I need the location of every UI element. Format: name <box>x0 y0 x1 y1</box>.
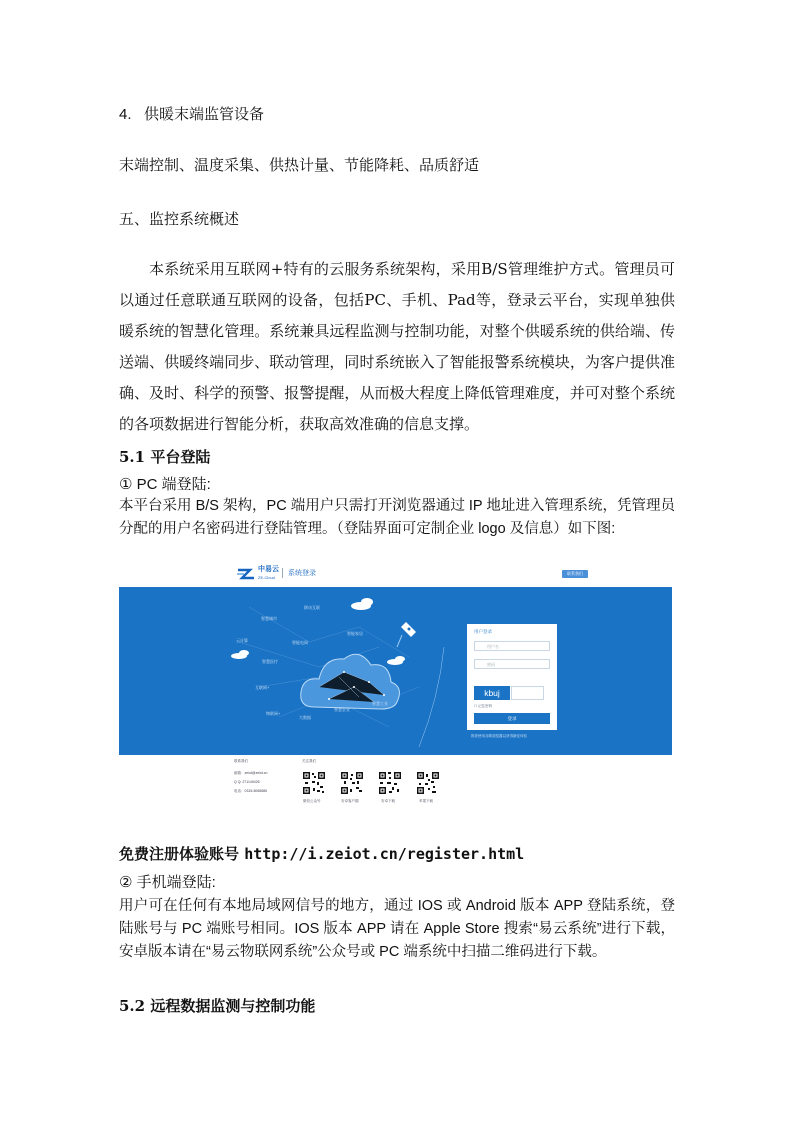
login-screenshot <box>119 563 672 825</box>
heading-4-text: 供暖末端监管设备 <box>144 105 265 123</box>
cloud-word: 云计算 <box>236 638 248 643</box>
system-title: 系统登录 <box>282 568 316 578</box>
login-button[interactable]: 登录 <box>474 713 550 724</box>
login-banner <box>119 587 672 755</box>
cloud-illustration <box>119 587 672 755</box>
qr-code-icon[interactable] <box>302 771 326 795</box>
cloud-word: 移动互联 <box>304 605 320 610</box>
mobile-login-label: ② 手机端登陆: <box>119 874 216 891</box>
footer-phone: 电话：0315-5065686 <box>234 789 268 793</box>
cloud-word: 物联网+ <box>266 711 281 716</box>
features-line: 末端控制、温度采集、供热计量、节能降耗、品质舒适 <box>119 156 480 174</box>
pc-login-paragraph: 本平台采用 B/S 架构，PC 端用户只需打开浏览器通过 IP 地址进入管理系统，凭管理员分配的用户名密码进行登陆管理。（登陆界面可定制企业 logo 及信息）如下图: <box>119 498 675 537</box>
heading-4-number: 4. <box>119 106 132 123</box>
footer-email: 邮箱：zeiot@zeiot.cn <box>234 771 268 775</box>
ze-cloud-logo-icon <box>236 567 256 581</box>
qr-code-icon[interactable] <box>378 771 402 795</box>
qr-caption: 安卓客户端 <box>341 799 359 803</box>
cloud-word: 智慧农业 <box>334 707 350 712</box>
cloud-word: 智能电网 <box>292 640 308 645</box>
cloud-word: 大数据 <box>299 715 311 720</box>
register-label: 免费注册体验账号 <box>119 845 240 863</box>
logo-subtext: ZE-Cloud <box>258 575 275 580</box>
screenshot-topbar <box>119 563 672 587</box>
captcha-input[interactable] <box>511 686 544 700</box>
login-box <box>467 624 557 730</box>
remember-checkbox[interactable]: ☐ 记住密码 <box>474 704 493 708</box>
login-hint: 推荐使用谷歌浏览器以获得最佳体验 <box>471 734 527 738</box>
section-5-title: 五、监控系统概述 <box>119 210 240 228</box>
footer-contact-title: 联系我们 <box>234 759 248 763</box>
qr-code-icon[interactable] <box>340 771 364 795</box>
username-input[interactable]: 用户名 <box>474 641 550 651</box>
qr-code-icon[interactable] <box>416 771 440 795</box>
heading-4 <box>119 103 264 124</box>
cloud-word: 智能家居 <box>347 631 363 636</box>
pc-login-label: ① PC 端登陆: <box>119 476 211 493</box>
qr-caption: 微信公众号 <box>303 799 321 803</box>
qr-caption: 安卓下载 <box>381 799 395 803</box>
logo-text: 中易云 <box>258 566 279 573</box>
cloud-word: 智慧工业 <box>372 701 388 706</box>
footer-qq: Q Q: 271149426 <box>234 780 260 784</box>
section-5-paragraph: 本系统采用互联网+特有的云服务系统架构，采用B/S管理维护方式。管理员可以通过任意联通互联网的设备，包括PC、手机、Pad等，登录云平台，实现单独供暖系统的智慧化管理。系统兼具远程监测与控制功能，对整个供暖系统的供给端、传送端、供暖终端同步、联动管理，同时系统嵌入了智能报警系统模块，为客户提供准确、及时、科学的预警、报警提醒，从而极大程度上降低管理难度，并可对整个系统的各项数据进行智能分析，获取高效准确的信息支撑。 <box>119 260 675 433</box>
password-input[interactable]: 密码 <box>474 659 550 669</box>
mobile-login-paragraph: 用户可在任何有本地局域网信号的地方，通过 IOS 或 Android 版本 APP 登陆系统，登陆账号与 PC 端账号相同。IOS 版本 APP 请在 Apple Store 搜索“易云系统”进行下载，安卓版本请在“易云物联网系统”公众号或 PC 端系统中扫描二维码进行下载。 <box>119 898 675 960</box>
register-link[interactable]: http://i.zeiot.cn/register.html <box>244 845 525 863</box>
cloud-word: 互联网+ <box>255 685 270 690</box>
rocket-icon <box>397 622 444 747</box>
cloud-word: 智慧城市 <box>261 616 277 621</box>
cloud-word: 智慧医疗 <box>262 659 278 664</box>
footer-follow-title: 关注我们 <box>302 759 316 763</box>
contact-badge[interactable]: 联系我们 <box>562 570 588 578</box>
remember-label: 记住密码 <box>478 704 493 708</box>
login-title: 用户登录 <box>474 629 492 634</box>
section-5-2-title: 5.2 远程数据监测与控制功能 <box>119 997 316 1015</box>
qr-caption: 苹果下载 <box>419 799 433 803</box>
section-5-1-title: 5.1 平台登陆 <box>119 448 211 466</box>
captcha-image[interactable]: kbuj <box>474 686 510 700</box>
register-line <box>119 843 524 864</box>
